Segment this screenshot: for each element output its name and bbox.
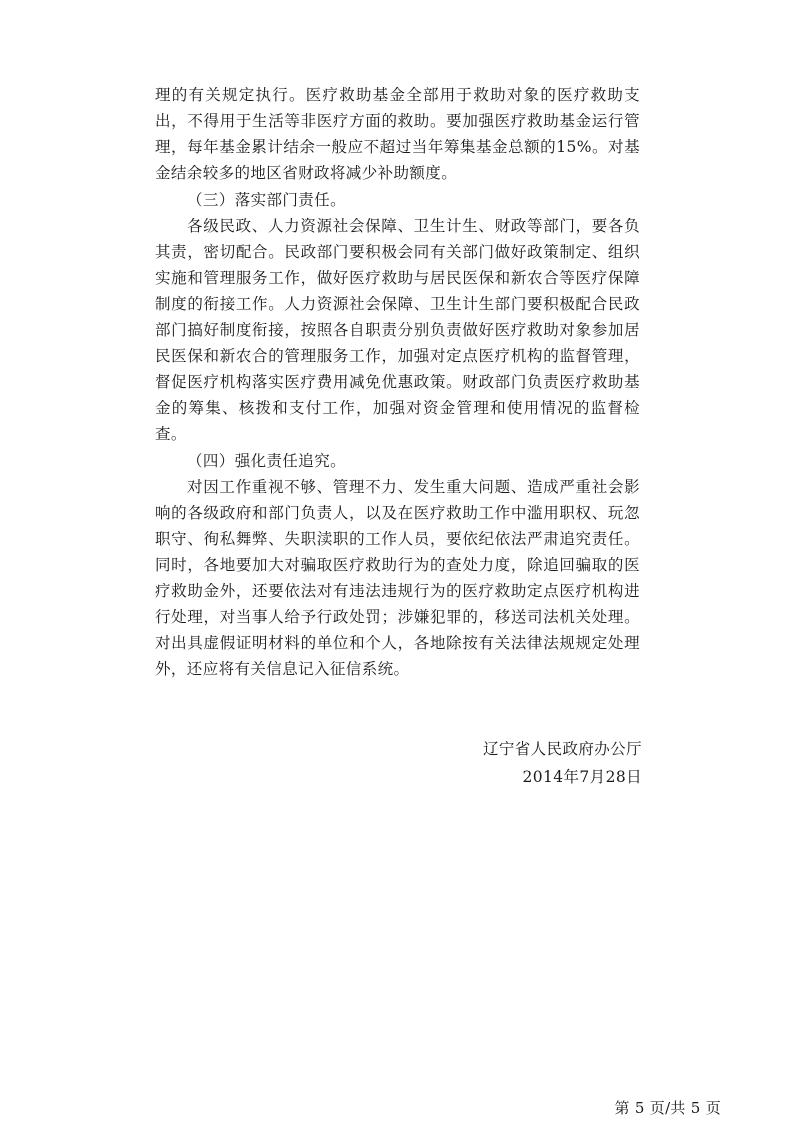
paragraph-department-duties: 各级民政、人力资源社会保障、卫生计生、财政等部门，要各负其责，密切配合。民政部门要积极会同有关部门做好政策制定、组织实施和管理服务工作，做好医疗救助与居民医保和新农合等医疗保障制度的衔接工作。人力资源社会保障、卫生计生部门要积极配合民政部门搞好制度衔接，按照各自职责分别负责做好医疗救助对象参加居民医保和新农合的管理服务工作，加强对定点医疗机构的监督管理，督促医疗机构落实医疗费用减免优惠政策。财政部门负责医疗救助基金的筹集、核拨和支付工作，加强对资金管理和使用情况的监督检查。: [155, 217, 640, 443]
issuer-name: 辽宁省人民政府办公厅: [482, 740, 642, 758]
document-body: [155, 82, 640, 682]
section-heading-3: （三）落实部门责任。: [187, 191, 347, 209]
issue-date: 2014年7月28日: [522, 768, 642, 786]
signature-block: [0, 735, 642, 791]
page-number: 第 5 页/共 5 页: [614, 1099, 721, 1117]
paragraph-fund-rules: 理的有关规定执行。医疗救助基金全部用于救助对象的医疗救助支出，不得用于生活等非医疗方面的救助。要加强医疗救助基金运行管理，每年基金累计结余一般应不超过当年筹集基金总额的15%。对基金结余较多的地区省财政将减少补助额度。: [155, 86, 640, 182]
section-heading-4: （四）强化责任追究。: [187, 452, 347, 470]
paragraph-accountability: 对因工作重视不够、管理不力、发生重大问题、造成严重社会影响的各级政府和部门负责人，以及在医疗救助工作中滥用职权、玩忽职守、徇私舞弊、失职渎职的工作人员，要依纪依法严肃追究责任。同时，各地要加大对骗取医疗救助行为的查处力度，除追回骗取的医疗救助金外，还要依法对有违法违规行为的医疗救助定点医疗机构进行处理，对当事人给予行政处罚；涉嫌犯罪的，移送司法机关处理。对出具虚假证明材料的单位和个人，各地除按有关法律法规规定处理外，还应将有关信息记入征信系统。: [155, 478, 640, 678]
